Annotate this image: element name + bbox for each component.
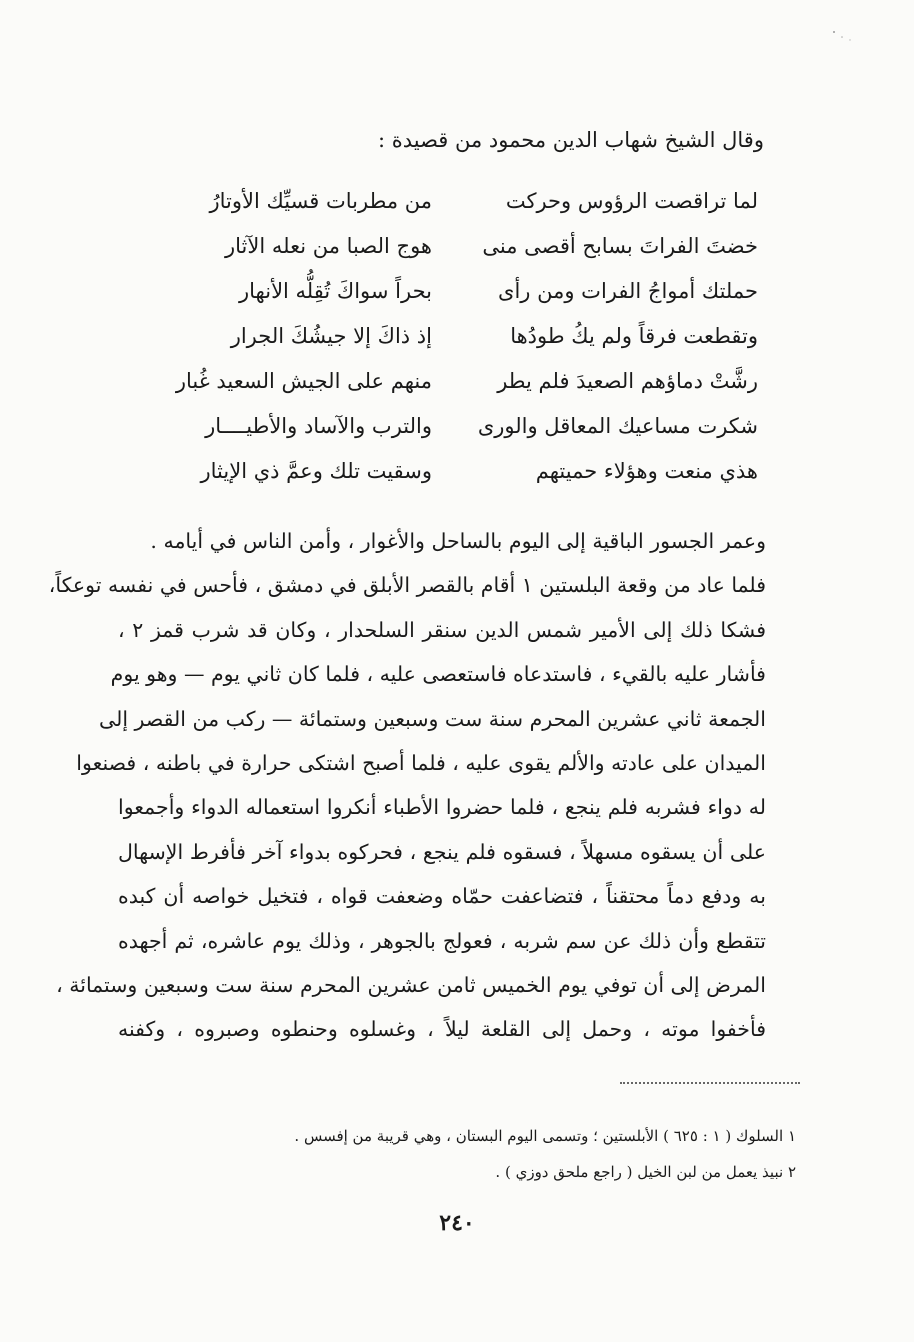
- prose-line: المرض إلى أن توفي يوم الخميس ثامن عشرين المحرم سنة ست وسبعين وستمائة ،: [56, 972, 766, 997]
- page-number: ٢٤٠: [439, 1210, 475, 1236]
- prose-line: فأخفوا موته ، وحمل إلى القلعة ليلاً ، وغسلوه وحنطوه وصبروه ، وكفنه: [118, 1017, 766, 1042]
- prose-line: فلما عاد من وقعة البلستين ١ أقام بالقصر الأبلق في دمشق ، فأحس في نفسه توعكاً،: [48, 573, 766, 598]
- prose-line: على أن يسقوه مسهلاً ، فسقوه فلم ينجع ، فحركوه بدواء آخر فأفرط الإسهال: [118, 839, 766, 864]
- verse-second-hemistich: هوج الصبا من نعله الآثار: [225, 233, 432, 258]
- verse-second-hemistich: إذ ذاكَ إلا جيشُكَ الجرار: [230, 323, 432, 348]
- poem-introduction: وقال الشيخ شهاب الدين محمود من قصيدة :: [377, 128, 764, 152]
- prose-line: الجمعة ثاني عشرين المحرم سنة ست وسبعين وستمائة — ركب من القصر إلى: [99, 706, 766, 731]
- verse-first-hemistich: لما تراقصت الرؤوس وحركت: [505, 188, 758, 213]
- verse-second-hemistich: والترب والآساد والأطيــــار: [205, 413, 432, 438]
- verse-first-hemistich: خضتَ الفراتَ بسابح أقصى منى: [482, 233, 758, 258]
- prose-line: فشكا ذلك إلى الأمير شمس الدين سنقر السلحدار ، وكان قد شرب قمز ٢ ،: [118, 617, 766, 642]
- poem-verse: [160, 178, 758, 223]
- footnote: ٢ نبيذ يعمل من لبن الخيل ( راجع ملحق دوزي ) .: [495, 1163, 796, 1181]
- poem-verse: [160, 223, 758, 268]
- footnote-separator: [620, 1082, 800, 1084]
- prose-line: فأشار عليه بالقيء ، فاستدعاه فاستعصى عليه ، فلما كان ثاني يوم — وهو يوم: [110, 662, 766, 687]
- prose-line: له دواء فشربه فلم ينجع ، فلما حضروا الأطباء أنكروا استعماله الدواء وأجمعوا: [118, 795, 766, 820]
- poem-verse: [160, 358, 758, 403]
- verse-second-hemistich: بحراً سواكَ تُقِلُّه الأنهار: [239, 278, 432, 303]
- verse-second-hemistich: من مطربات قسيِّك الأوتارُ: [209, 188, 432, 213]
- prose-paragraph: [48, 519, 766, 1052]
- poem-verse: [160, 268, 758, 313]
- verse-second-hemistich: وسقيت تلك وعمَّ ذي الإيثار: [200, 458, 432, 483]
- verse-first-hemistich: وتقطعت فرقاً ولم يكُ طودُها: [510, 323, 758, 348]
- prose-line: به ودفع دماً محتقناً ، فتضاعفت حمّاه وضعفت قواه ، فتخيل خواصه أن كبده: [118, 884, 766, 909]
- poem: [160, 178, 758, 493]
- poem-verse: [160, 448, 758, 493]
- verse-second-hemistich: منهم على الجيش السعيد غُبار: [175, 368, 432, 393]
- verse-first-hemistich: حملتك أمواجُ الفرات ومن رأى: [498, 278, 758, 303]
- prose-line: الميدان على عادته والألم يقوى عليه ، فلما أصبح اشتكى حرارة في باطنه ، فصنعوا: [76, 750, 766, 775]
- verse-first-hemistich: رشَّتْ دماؤهم الصعيدَ فلم يطر: [497, 368, 758, 393]
- footnote: ١ السلوك ( ١ : ٦٢٥ ) الأبلستين ؛ وتسمى اليوم البستان ، وهي قريبة من إفسس .: [294, 1127, 796, 1145]
- prose-line: تتقطع وأن ذلك عن سم شربه ، فعولج بالجوهر ، وذلك يوم عاشره، ثم أجهده: [118, 928, 766, 953]
- prose-line: وعمر الجسور الباقية إلى اليوم بالساحل والأغوار ، وأمن الناس في أيامه .: [150, 529, 766, 553]
- poem-verse: [160, 403, 758, 448]
- scan-specks: [820, 20, 880, 60]
- verse-first-hemistich: شكرت مساعيك المعاقل والورى: [477, 413, 758, 438]
- poem-verse: [160, 313, 758, 358]
- verse-first-hemistich: هذي منعت وهؤلاء حميتهم: [535, 458, 758, 483]
- footnotes: [294, 1118, 796, 1190]
